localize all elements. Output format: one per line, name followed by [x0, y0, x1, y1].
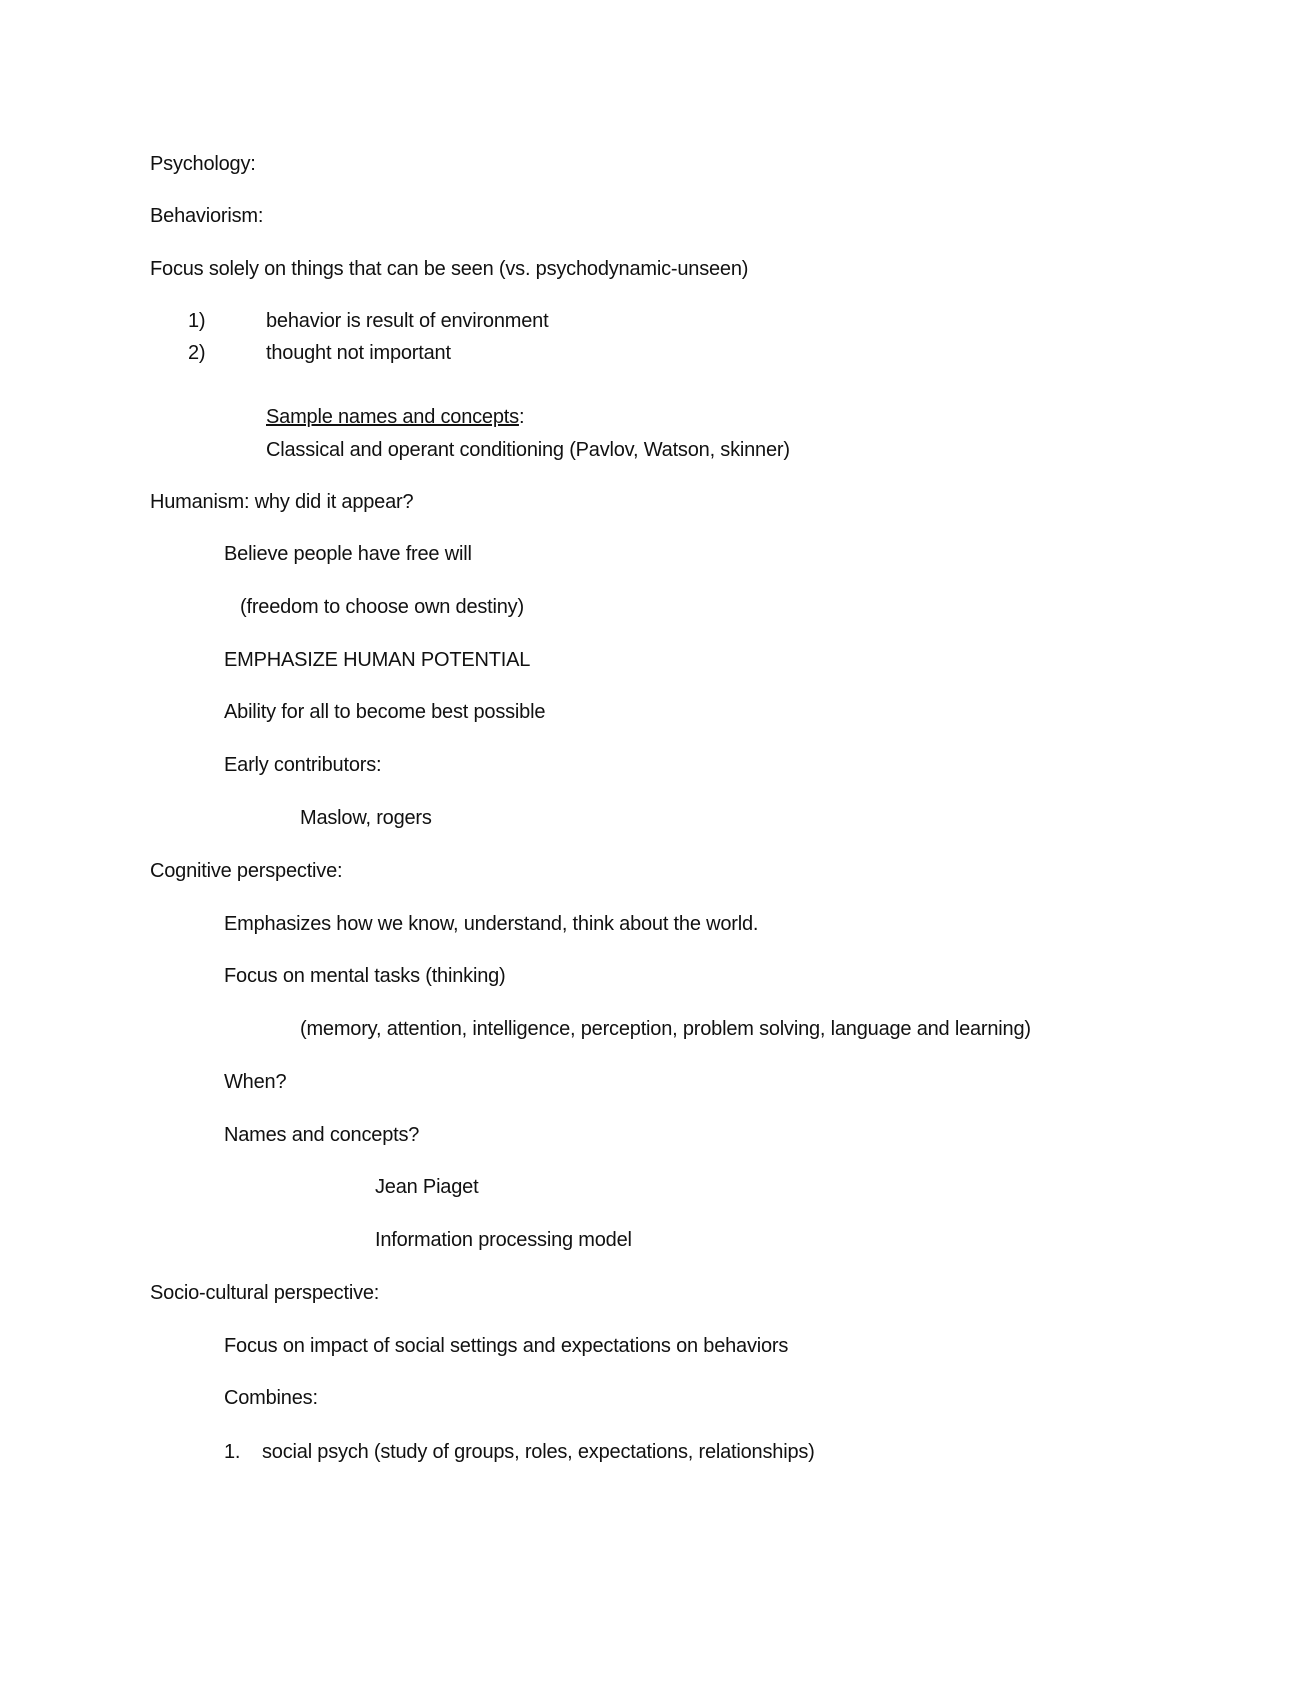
sample-names-colon: : — [518, 406, 525, 428]
cognitive-piaget: Jean Piaget — [375, 1176, 479, 1198]
sample-names-text: Classical and operant conditioning (Pavlov, Watson, skinner) — [266, 439, 790, 461]
behaviorism-heading: Behaviorism: — [150, 205, 264, 227]
cognitive-when: When? — [224, 1071, 287, 1093]
humanism-free-will: Believe people have free will — [224, 543, 472, 565]
behaviorism-point-2-text: thought not important — [266, 342, 451, 364]
sociocultural-heading: Socio-cultural perspective: — [150, 1282, 380, 1304]
cognitive-heading: Cognitive perspective: — [150, 860, 343, 882]
behaviorism-point-1-number: 1) — [188, 310, 206, 332]
sociocultural-item-1-text: social psych (study of groups, roles, expectations, relationships) — [262, 1441, 815, 1463]
cognitive-emphasizes: Emphasizes how we know, understand, think about the world. — [224, 913, 759, 935]
humanism-ability: Ability for all to become best possible — [224, 701, 546, 723]
humanism-contributor-names: Maslow, rogers — [300, 807, 432, 829]
cognitive-info-processing: Information processing model — [375, 1229, 632, 1251]
humanism-heading: Humanism: why did it appear? — [150, 491, 414, 513]
cognitive-mental-tasks: Focus on mental tasks (thinking) — [224, 965, 506, 987]
sample-names-label — [266, 405, 524, 429]
sociocultural-combines: Combines: — [224, 1387, 318, 1409]
cognitive-task-list: (memory, attention, intelligence, perception, problem solving, language and learning) — [300, 1018, 1031, 1040]
sociocultural-item-1-number: 1. — [224, 1441, 241, 1463]
sociocultural-focus: Focus on impact of social settings and expectations on behaviors — [224, 1335, 789, 1357]
humanism-emphasize: EMPHASIZE HUMAN POTENTIAL — [224, 649, 531, 671]
humanism-early-contributors: Early contributors: — [224, 754, 382, 776]
behaviorism-focus: Focus solely on things that can be seen (vs. psychodynamic-unseen) — [150, 258, 749, 280]
behaviorism-point-1-text: behavior is result of environment — [266, 310, 549, 332]
behaviorism-point-2-number: 2) — [188, 342, 206, 364]
psychology-heading: Psychology: — [150, 153, 256, 175]
humanism-freedom-note: (freedom to choose own destiny) — [240, 596, 524, 618]
sample-names-underlined: Sample names and concepts — [266, 406, 519, 428]
cognitive-names-concepts: Names and concepts? — [224, 1124, 420, 1146]
